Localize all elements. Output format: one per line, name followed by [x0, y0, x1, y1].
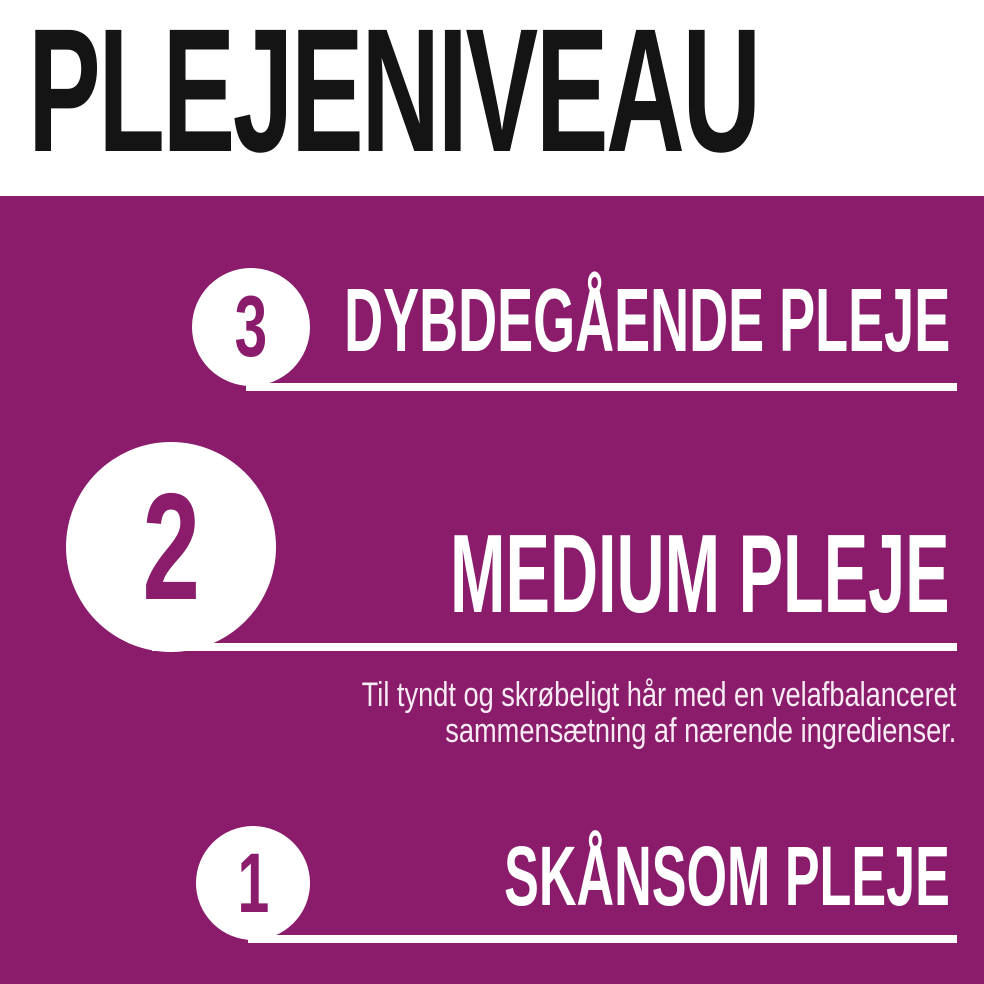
title-band [0, 0, 984, 196]
level-2-description-line-1: Til tyndt og skrøbeligt hår med en velafbalanceret [361, 676, 956, 714]
level-2-badge [66, 442, 276, 652]
levels-panel [0, 196, 984, 984]
level-2-label: MEDIUM PLEJE [450, 512, 950, 636]
level-1-badge [196, 826, 310, 940]
level-3-label: DYBDEGÅENDE PLEJE [343, 271, 950, 371]
page-title: PLEJENIVEAU [28, 0, 759, 189]
level-1-number: 1 [237, 836, 269, 930]
level-2-underline [152, 643, 957, 651]
level-1-label: SKÅNSOM PLEJE [504, 829, 950, 923]
level-3-underline [246, 383, 957, 391]
level-1-underline [248, 935, 957, 943]
level-2-number: 2 [142, 462, 200, 632]
level-2-description-line-2: sammensætning af nærende ingredienser. [444, 712, 956, 750]
level-2-description [361, 677, 956, 749]
level-3-number: 3 [234, 279, 268, 375]
level-3-badge [192, 268, 310, 386]
